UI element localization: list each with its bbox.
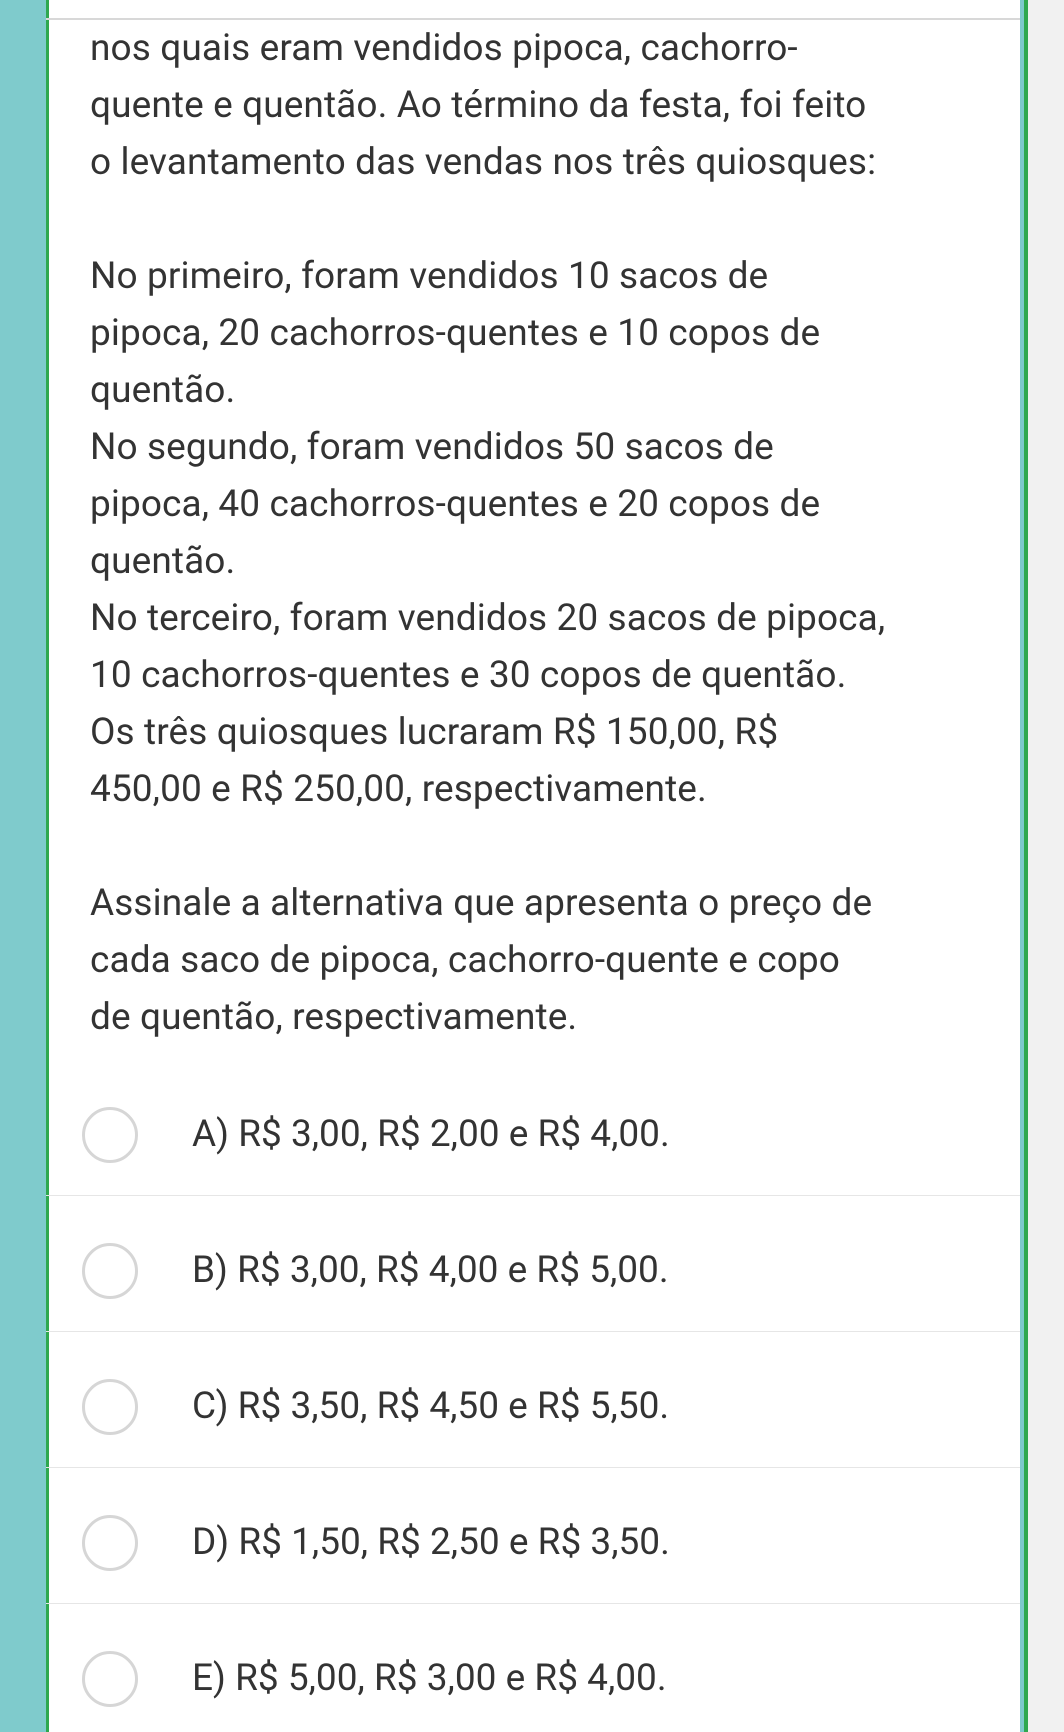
radio-button-icon[interactable] (82, 1515, 138, 1571)
radio-button-icon[interactable] (82, 1651, 138, 1707)
paragraph-gap (90, 191, 990, 248)
question-first-kiosk: No primeiro, foram vendidos 10 sacos de pipoca, 20 cachorros-quentes e 10 copos de quentão. (90, 255, 821, 412)
radio-button-icon[interactable] (82, 1243, 138, 1299)
question-profit: Os três quiosques lucraram R$ 150,00, R$ 450,00 e R$ 250,00, respectivamente. (90, 711, 779, 811)
radio-button-icon[interactable] (82, 1107, 138, 1163)
radio-button-icon[interactable] (82, 1379, 138, 1435)
option-b-label[interactable]: B) R$ 3,00, R$ 4,00 e R$ 5,00. (192, 1249, 669, 1292)
question-second-kiosk: No segundo, foram vendidos 50 sacos de pipoca, 40 cachorros-quentes e 20 copos de quentão. (90, 426, 821, 583)
option-c-label[interactable]: C) R$ 3,50, R$ 4,50 e R$ 5,50. (192, 1385, 670, 1428)
question-third-kiosk: No terceiro, foram vendidos 20 sacos de pipoca, 10 cachorros-quentes e 30 copos de quentão. (90, 597, 886, 697)
option-d-label[interactable]: D) R$ 1,50, R$ 2,50 e R$ 3,50. (192, 1521, 670, 1564)
left-background-strip (0, 0, 46, 1732)
paragraph-gap (90, 818, 990, 875)
option-a-label[interactable]: A) R$ 3,00, R$ 2,00 e R$ 4,00. (192, 1113, 670, 1156)
question-intro: nos quais eram vendidos pipoca, cachorro- quente e quentão. Ao término da festa, foi feito o levantamento das vendas nos três quiosques: (90, 27, 877, 184)
option-d[interactable] (46, 1468, 1020, 1604)
answer-options (46, 1060, 1020, 1732)
question-text (90, 20, 990, 1046)
question-prompt: Assinale a alternativa que apresenta o preço de cada saco de pipoca, cachorro-quente e copo de quentão, respectivamente. (90, 882, 873, 1039)
option-c[interactable] (46, 1332, 1020, 1468)
option-b[interactable] (46, 1196, 1020, 1332)
right-background-strip (1024, 0, 1064, 1732)
option-e[interactable] (46, 1604, 1020, 1732)
option-e-label[interactable]: E) R$ 5,00, R$ 3,00 e R$ 4,00. (192, 1657, 667, 1700)
option-a[interactable] (46, 1060, 1020, 1196)
